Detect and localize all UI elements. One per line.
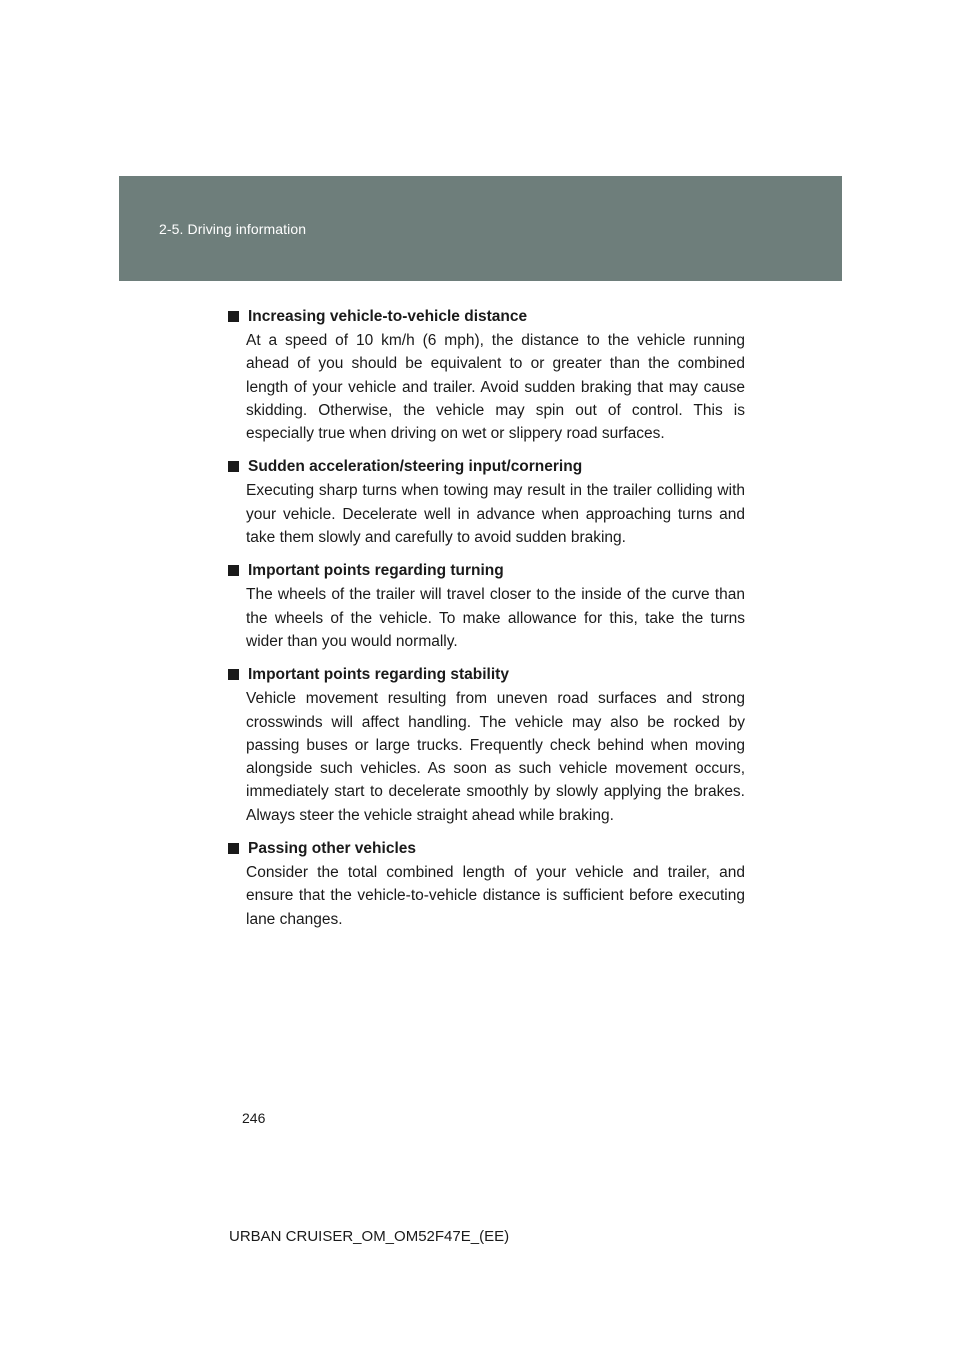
section-heading: Passing other vehicles — [248, 839, 416, 857]
square-bullet-icon — [228, 461, 239, 472]
page-content — [228, 304, 745, 940]
section-heading: Important points regarding turning — [248, 561, 504, 579]
square-bullet-icon — [228, 311, 239, 322]
square-bullet-icon — [228, 669, 239, 680]
section-vehicle-distance — [228, 304, 745, 445]
header-band — [119, 176, 842, 281]
section-heading: Sudden acceleration/steering input/cornering — [248, 457, 583, 475]
document-code: URBAN CRUISER_OM_OM52F47E_(EE) — [229, 1228, 510, 1245]
section-body: At a speed of 10 km/h (6 mph), the distance to the vehicle running ahead of you should be equivalent to or greater than the combined length of your vehicle and trailer. Avoid sudden braking that may cause skidding. Otherwise, the vehicle may spin out of control. This is especially true when driving on wet or slippery road surfaces. — [246, 332, 745, 443]
section-passing — [228, 836, 745, 931]
section-sudden-acceleration — [228, 454, 745, 549]
page-number: 246 — [242, 1110, 266, 1126]
section-body: Consider the total combined length of your vehicle and trailer, and ensure that the vehicle-to-vehicle distance is sufficient before executing lane changes. — [246, 864, 745, 928]
section-body: Vehicle movement resulting from uneven road surfaces and strong crosswinds will affect handling. The vehicle may also be rocked by passing buses or large trucks. Frequently check behind when moving alongside such vehicles. As soon as such vehicle movement occurs, immediately start to decelerate smoothly by slowly applying the brakes. Always steer the vehicle straight ahead while braking. — [246, 690, 745, 824]
section-body: Executing sharp turns when towing may result in the trailer colliding with your vehicle. Decelerate well in advance when approaching turns and take them slowly and carefully to avoid sudden braking. — [246, 482, 745, 547]
section-heading: Important points regarding stability — [248, 665, 509, 683]
section-label: 2-5. Driving information — [159, 221, 307, 237]
square-bullet-icon — [228, 565, 239, 576]
section-heading: Increasing vehicle-to-vehicle distance — [248, 307, 528, 325]
section-stability — [228, 662, 745, 827]
square-bullet-icon — [228, 843, 239, 854]
section-body: The wheels of the trailer will travel closer to the inside of the curve than the wheels of the vehicle. To make allowance for this, take the turns wider than you would normally. — [246, 586, 745, 650]
section-turning — [228, 558, 745, 653]
